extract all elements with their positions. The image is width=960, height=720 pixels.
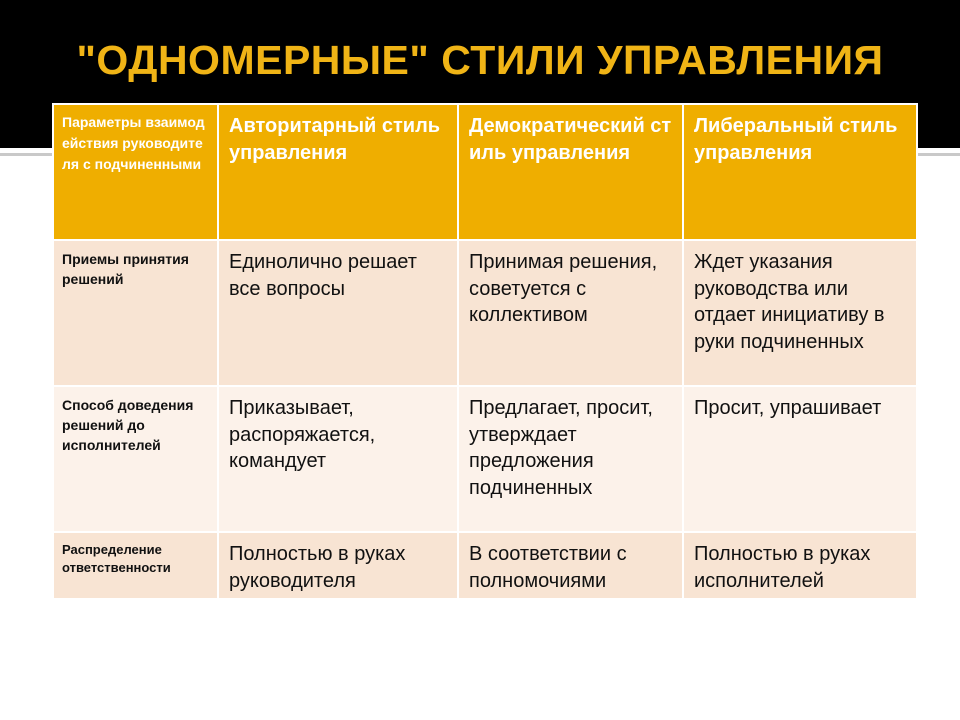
divider-left (0, 153, 52, 156)
table-cell: Просит, упрашивает (683, 386, 917, 532)
table-cell: Полностью в руках исполнителей (683, 532, 917, 599)
table-row (53, 240, 917, 386)
table-cell: Единолично решает все вопросы (218, 240, 458, 386)
table-cell: Полностью в руках руководителя (218, 532, 458, 599)
divider-right (916, 153, 960, 156)
table-cell: В соответствии с полномочиями (458, 532, 683, 599)
management-styles-table (52, 103, 918, 600)
table-cell: Ждет указания руководства или отдает инициативу в руки подчиненных (683, 240, 917, 386)
table-header-row (53, 104, 917, 240)
row-header-communication-method: Способ доведения решений до исполнителей (53, 386, 218, 532)
header-parameters: Параметры взаимодействия руководителя с подчиненными (53, 104, 218, 240)
table-cell: Приказывает, распоряжается, командует (218, 386, 458, 532)
header-liberal: Либеральный стильуправления (683, 104, 917, 240)
table-row (53, 532, 917, 599)
table-row (53, 386, 917, 532)
table-cell: Предлагает, просит, утверждает предложения подчиненных (458, 386, 683, 532)
slide-title: "ОДНОМЕРНЫЕ" СТИЛИ УПРАВЛЕНИЯ (76, 37, 884, 83)
header-authoritarian: Авторитарный стильуправления (218, 104, 458, 240)
row-header-decision-methods: Приемы принятия решений (53, 240, 218, 386)
table-cell: Принимая решения, советуется с коллективом (458, 240, 683, 386)
row-header-responsibility: Распределение ответственности (53, 532, 218, 599)
header-democratic: Демократический стиль управления (458, 104, 683, 240)
